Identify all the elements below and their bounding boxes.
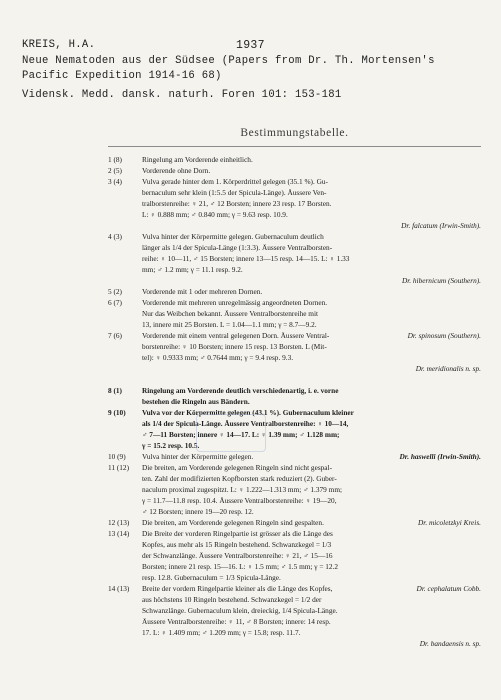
key-entry-line: ♂ 12 Borsten; innere 19—20 resp. 12. [142, 507, 254, 516]
key-entry [108, 385, 481, 407]
key-entry-line: Breite der vordern Ringelpartie kleiner als die Länge des Kopfes, [142, 584, 333, 593]
key-entry-text [142, 154, 481, 165]
key-entry-text [142, 176, 481, 220]
key-entry-text [142, 165, 481, 176]
key-entry-line: bernaculum sehr klein (1:5.5 der Spicula-Länge). Äussere Ven- [142, 188, 327, 197]
key-entry-line: Vorderende mit 1 oder mehreren Dornen. [142, 287, 263, 296]
key-entry-line: Die breiten, am Vorderende gelegenen Ringeln sind gespalten. [142, 518, 324, 527]
key-entry-line: Nur das Weibchen bekannt. Äussere Ventralborstenreihe mit [142, 309, 319, 318]
key-entry-number: 13 (14) [108, 529, 130, 538]
key-entry-taxon: Dr. hibernicum (Southern). [401, 276, 481, 285]
key-entry-text [142, 407, 481, 451]
key-entry-line: Die breiten, am Vorderende gelegenen Ringeln sind nicht gespal- [142, 463, 332, 472]
key-entry-taxon: Dr. meridionalis n. sp. [415, 364, 481, 373]
key-entry-line: Vulva hinter der Körpermitte gelegen. [142, 452, 254, 461]
key-entry-text [142, 385, 481, 407]
key-entry-line: Vulva hinter der Körpermitte gelegen. Gubernaculum deutlich [142, 232, 324, 241]
key-entry-line: Die Breite der vorderen Ringelpartie ist grösser als die Länge des [142, 529, 333, 538]
key-entry-line: Vulva vor der Körpermitte gelegen (43.1 %). Gubernaculum kleiner [142, 408, 354, 417]
key-entry-number: 1 (8) [108, 155, 122, 164]
key-entry-line: 13, innere mit 25 Borsten. L = 1.04—1.1 mm; γ = 8.7—9.2. [142, 320, 317, 329]
key-entry [108, 154, 481, 165]
key-entry-line: reihe: ♀ 10—11, ♂ 15 Borsten; innere 13—15 resp. 14—15. L: ♀ 1.33 [142, 254, 350, 263]
key-entry-line: Vorderende ohne Dorn. [142, 166, 211, 175]
key-entry [108, 231, 481, 285]
key-entry-line: Äussere Ventralborstenreihe: ♀ 11, ♂ 8 Borsten; innere: 14 resp. [142, 617, 331, 626]
key-entry-line: der Schwanzlänge. Äussere Ventralborstenreihe: ♀ 21, ♂ 15—16 [142, 551, 333, 560]
key-entry-text [142, 231, 481, 275]
key-entry [108, 451, 481, 462]
key-page-clipping [108, 116, 481, 700]
key-entry-number: 5 (2) [108, 287, 122, 296]
key-entry-taxon: Dr. falcatum (Irwin-Smith). [401, 221, 481, 230]
key-entry-text [142, 528, 481, 583]
key-entry-number: 14 (13) [108, 584, 130, 593]
key-entry-line: als 1/4 der Spicula-Länge. Äussere Ventralborstenreihe: ♀ 10—14, [142, 419, 349, 428]
key-entry-taxon: Dr. bandaensis n. sp. [419, 639, 481, 648]
key-entry-line: 17. L: ♀ 1.409 mm; ♂ 1.209 mm; γ = 15.8; resp. 11.7. [142, 628, 301, 637]
key-entry [108, 583, 481, 648]
key-entry-line: Borsten; innere 21 resp. 15—16. L: ♀ 1.5 mm; ♂ 1.5 mm; γ = 12.2 [142, 562, 339, 571]
heading-rule [108, 146, 481, 147]
key-entry-line: Vorderende mit einem ventral gelegenen Dorn. Äussere Ventral- [142, 331, 330, 340]
key-entry [108, 517, 481, 528]
key-entry-text [142, 451, 481, 462]
key-entry-text [142, 462, 481, 517]
key-entry-line: tel): ♀ 0.9333 mm; ♂ 0.7644 mm; γ = 9.4 resp. 9.3. [142, 353, 294, 362]
key-entry [108, 176, 481, 230]
key-entry [108, 286, 481, 297]
key-entry-number: 8 (1) [108, 386, 122, 395]
key-entry-line: resp. 12.8. Gubernaculum = 1/3 Spicula-Länge. [142, 573, 281, 582]
key-entry-line: ten. Zahl der modifizierten Kopfborsten stark reduziert (2). Guber- [142, 474, 337, 483]
key-entry-taxon: Dr. spinosum (Southern). [407, 331, 481, 340]
key-heading: Bestimmungstabelle. [240, 127, 349, 139]
key-entry-line: naculum proximal zugespitzt. L: ♀ 1.222—1.313 mm; ♂ 1.379 mm; [142, 485, 343, 494]
citation-year: 1937 [236, 39, 265, 52]
key-entry-taxon: Dr. micoletzkyi Kreis. [418, 518, 481, 527]
key-entry-line: Kopfes, aus mehr als 15 Ringeln bestehend. Schwanzkegel = 1/3 [142, 540, 332, 549]
key-entry-number: 12 (13) [108, 518, 130, 527]
key-entry-line: γ = 15.2 resp. 10.5. [142, 441, 200, 450]
key-entry-line: Schwanzlänge. Gubernaculum klein, dreieckig, 1/4 Spicula-Länge. [142, 606, 338, 615]
key-entry-number: 11 (12) [108, 463, 130, 472]
key-entry-line: Ringelung am Vorderende deutlich verschiedenartig, i. e. vorne [142, 386, 339, 395]
key-entry-text [142, 583, 481, 638]
key-entry-line: Vulva gerade hinter dem 1. Körperdrittel gelegen (35.1 %). Gu- [142, 177, 328, 186]
key-entry-text [142, 297, 481, 330]
key-entry-line: Vorderende mit mehreren unregelmässig angeordneten Dornen. [142, 298, 328, 307]
key-entry-number: 3 (4) [108, 177, 122, 186]
key-entry-number: 4 (3) [108, 232, 122, 241]
key-entry-number: 6 (7) [108, 298, 122, 307]
key-entry-text [142, 517, 481, 528]
key-entry-line: γ = 11.7—11.8 resp. 10.4. Äussere Ventralborstenreihe: ♀ 19—20, [142, 496, 337, 505]
key-entry-line: aus höchstens 10 Ringeln bestehend. Schwanzkegel = 1/2 der [142, 595, 322, 604]
key-entry-line: ♂ 7—11 Borsten; innere ♀ 14—17. L: ♀ 1.39 mm; ♂ 1.128 mm; [142, 430, 340, 439]
key-entry-line: borstenreihe: ♀ 10 Borsten; innere 15 resp. 13 Borsten. L (Mit- [142, 342, 327, 351]
key-entry-line: bestehen die Ringeln aus Bändern. [142, 397, 250, 406]
key-entry-line: länger als 1/4 der Spicula-Länge (1:3.3). Äussere Ventralborsten- [142, 243, 333, 252]
citation-author: KREIS, H.A. [22, 39, 96, 51]
key-entry-number: 2 (5) [108, 166, 122, 175]
citation-journal: Vidensk. Medd. dansk. naturh. Foren 101: 153-181 [22, 89, 342, 101]
key-entry [108, 330, 481, 373]
key-entry [108, 165, 481, 176]
key-entry-line: tralborstenreihe: ♀ 21, ♂ 12 Borsten; innere 23 resp. 17 Borsten. [142, 199, 332, 208]
key-entry-line: L: ♀ 0.888 mm; ♂ 0.840 mm; γ = 9.63 resp. 10.9. [142, 210, 288, 219]
citation-title-line-2: Pacific Expedition 1914-16 68) [22, 70, 222, 82]
key-entry-taxon: Dr. haswelli (Irwin-Smith). [399, 452, 481, 461]
key-entry-number: 7 (6) [108, 331, 122, 340]
key-entry-line: Ringelung am Vorderende einheitlich. [142, 155, 253, 164]
key-entry-text [142, 330, 481, 363]
citation-title-line-1: Neue Nematoden aus der Südsee (Papers from Dr. Th. Mortensen's [22, 55, 435, 67]
library-stamp-watermark [196, 414, 266, 452]
key-entry-number: 9 (10) [108, 408, 126, 417]
key-entry-taxon: Dr. cephalatum Cobb. [416, 584, 481, 593]
key-entry-number: 10 (9) [108, 452, 126, 461]
key-entry-text [142, 286, 481, 297]
key-entry-line: mm; ♂ 1.2 mm; γ = 11.1 resp. 9.2. [142, 265, 243, 274]
